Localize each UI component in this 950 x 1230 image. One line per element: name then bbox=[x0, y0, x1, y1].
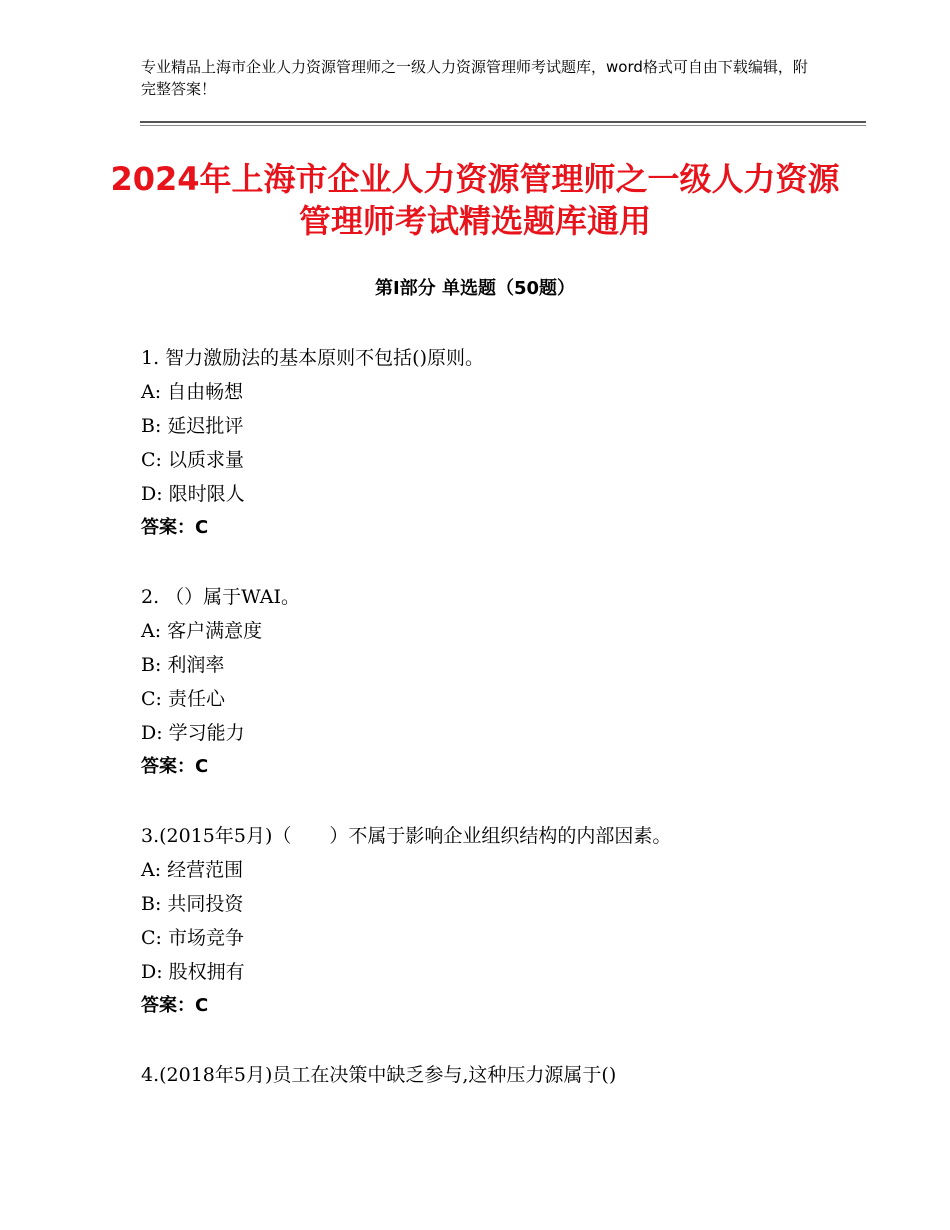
question-stem: 2. （）属于WAI。 bbox=[141, 586, 300, 608]
header-note: 专业精品上海市企业人力资源管理师之一级人力资源管理师考试题库，word格式可自由下载编辑，附完整答案！ bbox=[141, 58, 808, 98]
option-c: C: 市场竞争 bbox=[141, 927, 244, 949]
question-block bbox=[141, 1058, 616, 1092]
option-d: D: 限时限人 bbox=[141, 483, 245, 505]
question-block bbox=[141, 341, 484, 545]
option-b: B: 延迟批评 bbox=[141, 415, 244, 437]
option-b: B: 共同投资 bbox=[141, 893, 244, 915]
section-title: 第I部分 单选题（50题） bbox=[374, 278, 575, 299]
option-b: B: 利润率 bbox=[141, 654, 225, 676]
option-a: A: 客户满意度 bbox=[141, 620, 263, 642]
option-a: A: 自由畅想 bbox=[141, 381, 244, 403]
option-d: D: 股权拥有 bbox=[141, 961, 245, 983]
answer-line: 答案：C bbox=[141, 756, 209, 777]
answer-line: 答案：C bbox=[141, 517, 209, 538]
header-divider bbox=[140, 121, 866, 123]
question-stem: 1. 智力激励法的基本原则不包括()原则。 bbox=[141, 347, 484, 369]
question-block bbox=[141, 819, 671, 1023]
option-c: C: 责任心 bbox=[141, 688, 225, 710]
question-stem: 3.(2015年5月)（ ）不属于影响企业组织结构的内部因素。 bbox=[141, 825, 672, 847]
question-stem: 4.(2018年5月)员工在决策中缺乏参与,这种压力源属于() bbox=[141, 1064, 617, 1086]
header-divider-thin bbox=[140, 125, 866, 126]
option-d: D: 学习能力 bbox=[141, 722, 245, 744]
option-a: A: 经营范围 bbox=[141, 859, 244, 881]
question-block bbox=[141, 580, 300, 784]
document-title: 2024年上海市企业人力资源管理师之一级人力资源管理师考试精选题库通用 bbox=[110, 160, 840, 240]
option-c: C: 以质求量 bbox=[141, 449, 244, 471]
answer-line: 答案：C bbox=[141, 995, 209, 1016]
